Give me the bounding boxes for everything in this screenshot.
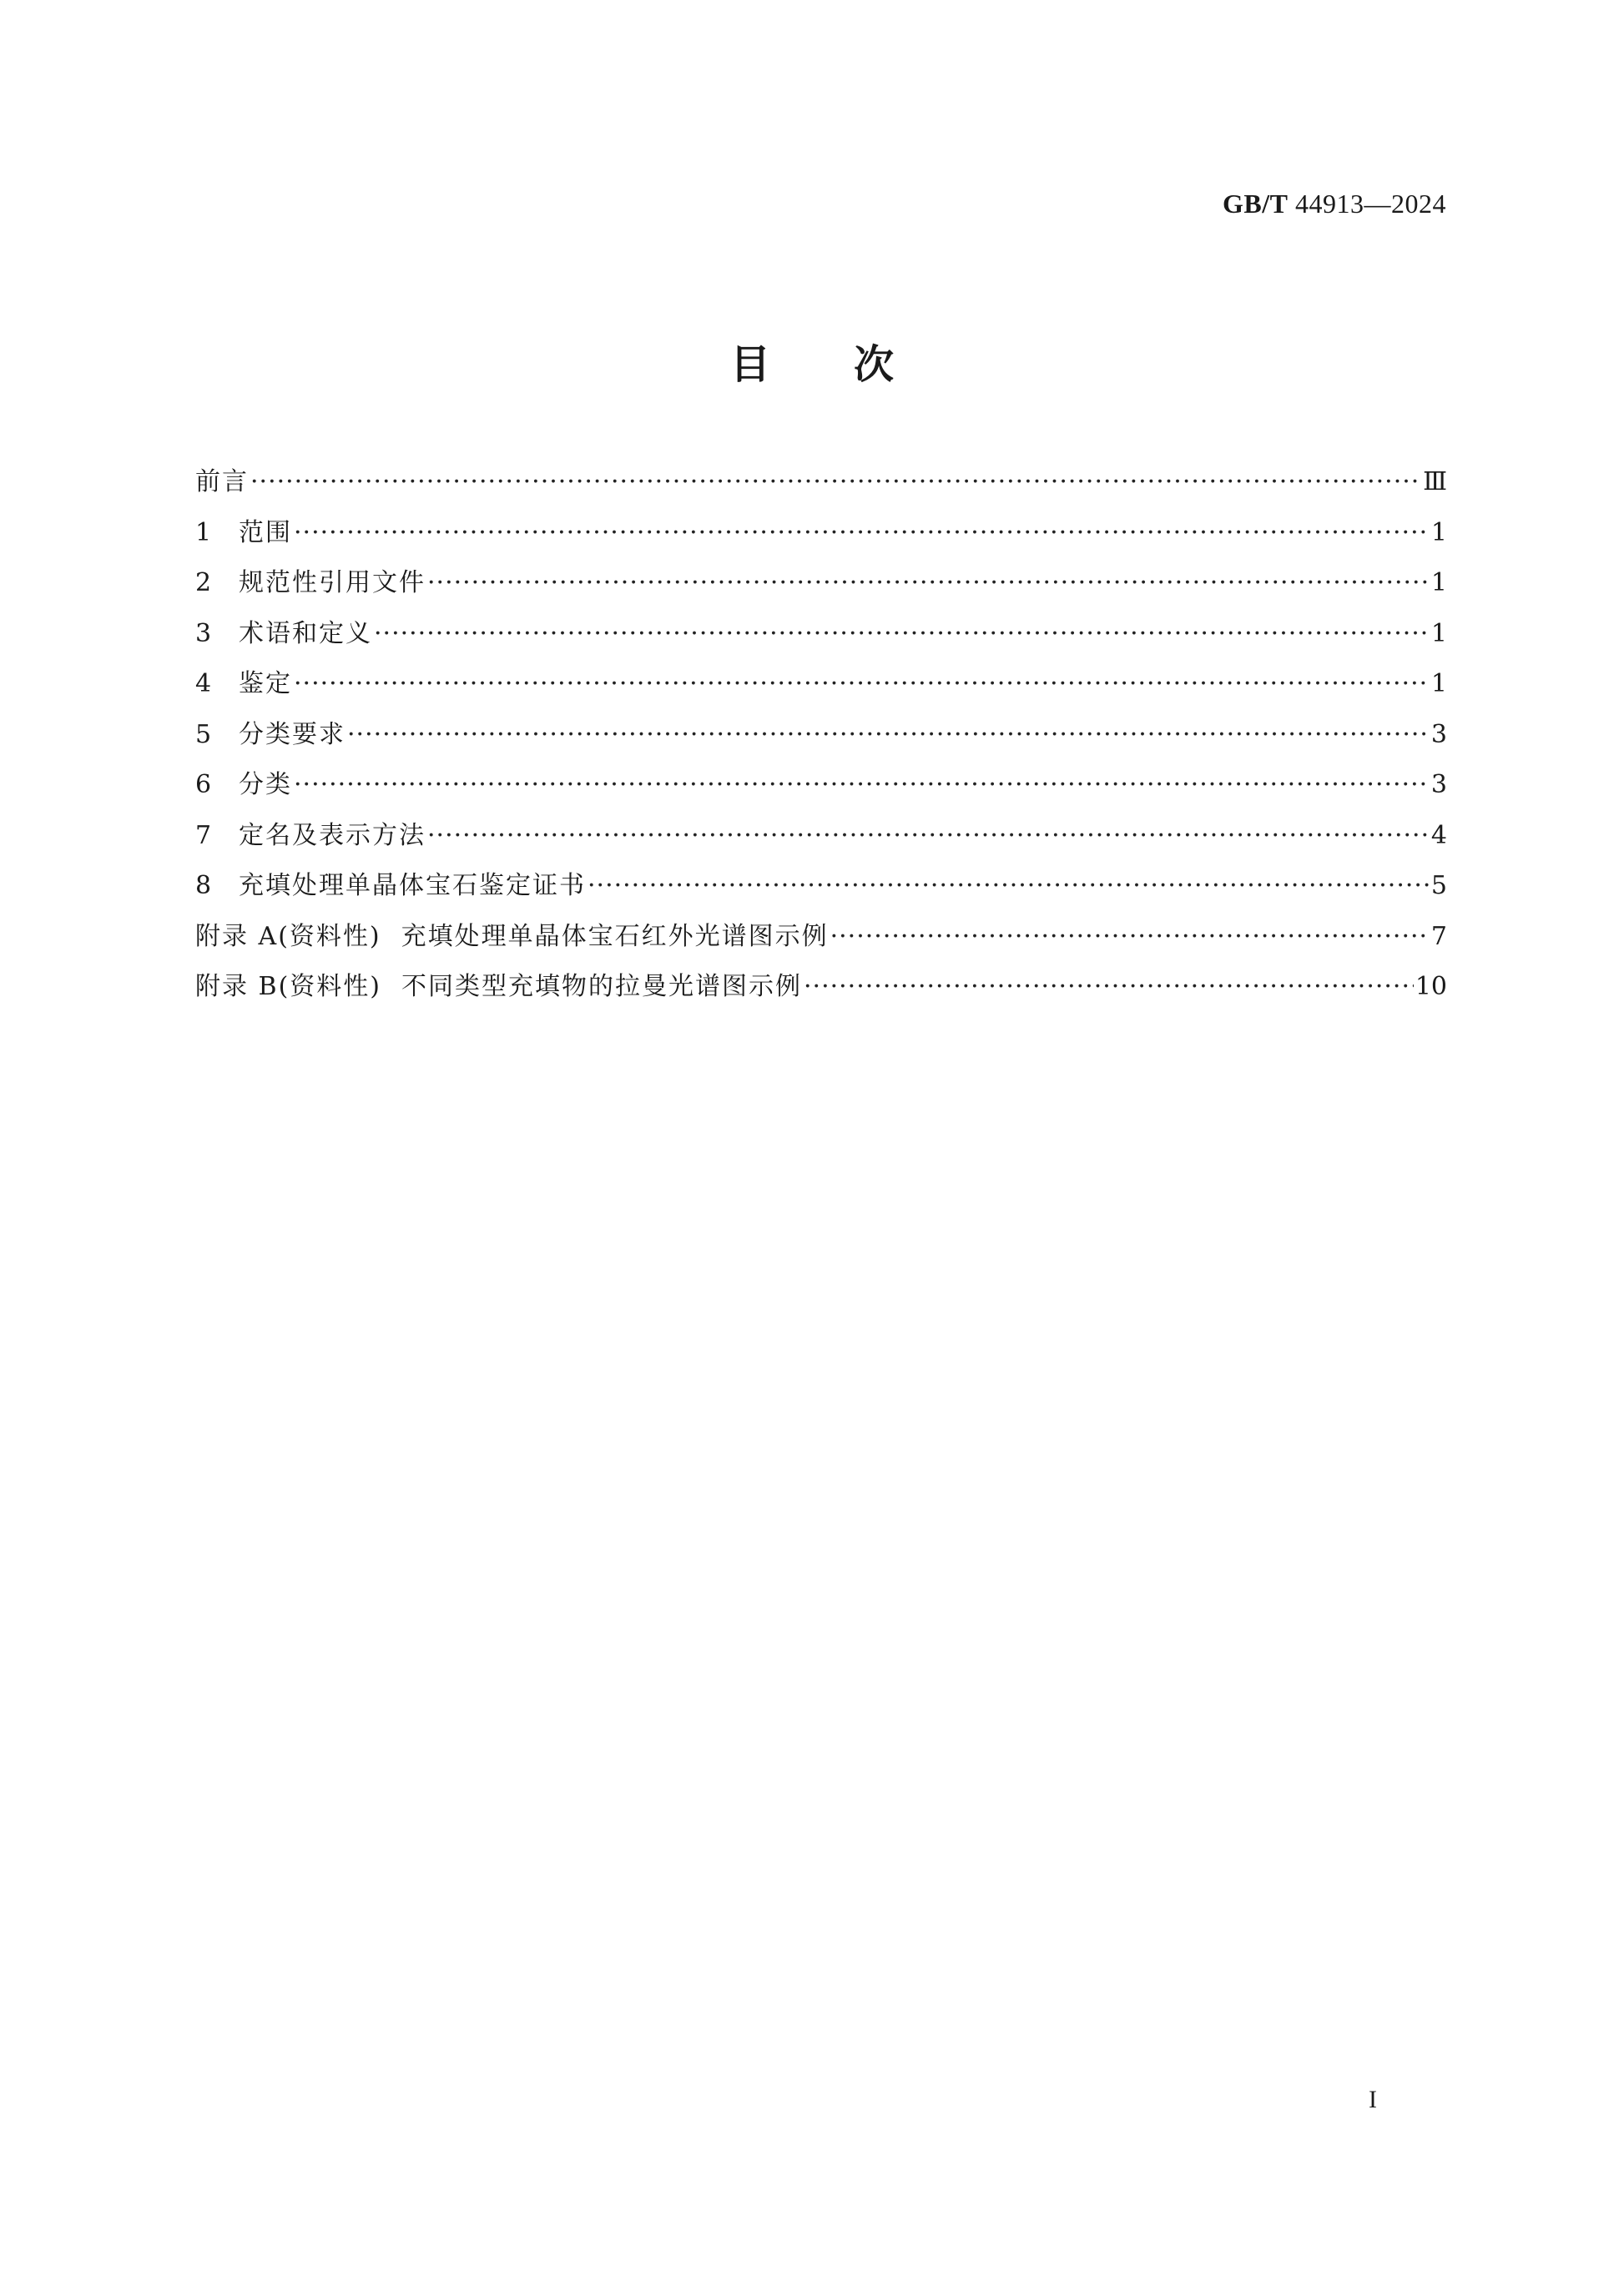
toc-entry-page: 1: [1430, 568, 1447, 597]
toc-entry-classification-requirements[interactable]: [195, 717, 1447, 768]
appendix-label: 附录 A(资料性): [195, 921, 381, 951]
toc-leader-dots: [804, 969, 1414, 1005]
toc-entry-label: [195, 919, 829, 955]
toc-entry-number: 1: [195, 517, 212, 547]
toc-entry-label: 鉴定: [239, 669, 292, 698]
toc-entry-label: 定名及表示方法: [239, 820, 426, 850]
toc-entry-number: 6: [195, 770, 212, 799]
toc-leader-dots: [588, 868, 1430, 904]
toc-entry-naming-method[interactable]: [195, 818, 1447, 869]
toc-entry-page: 3: [1430, 770, 1447, 799]
toc-leader-dots: [294, 515, 1430, 551]
toc-leader-dots: [830, 919, 1430, 955]
page-title: 目次: [729, 341, 977, 388]
toc-leader-dots: [427, 565, 1430, 602]
toc-entry-appendix-a[interactable]: [195, 919, 1447, 969]
toc-entry-label: 分类要求: [239, 719, 345, 749]
toc-entry-number: 2: [195, 568, 212, 597]
toc-entry-number: 8: [195, 871, 212, 900]
toc-entry-appendix-b[interactable]: [195, 969, 1447, 1020]
toc-entry-label: 范围: [239, 517, 292, 547]
toc-entry-certificate[interactable]: [195, 868, 1447, 919]
table-of-contents: [195, 464, 1447, 1020]
toc-entry-classification[interactable]: [195, 767, 1447, 818]
toc-entry-page: 10: [1415, 972, 1447, 1001]
toc-entry-label: 术语和定义: [239, 618, 372, 648]
toc-entry-page: 1: [1430, 618, 1447, 648]
toc-entry-normative-references[interactable]: [195, 565, 1447, 616]
toc-entry-label: 充填处理单晶体宝石鉴定证书: [239, 871, 586, 900]
toc-entry-page: 1: [1430, 669, 1447, 698]
toc-entry-page: 7: [1430, 921, 1447, 951]
toc-leader-dots: [347, 717, 1430, 753]
toc-entry-page: 1: [1430, 517, 1447, 547]
toc-leader-dots: [294, 666, 1430, 702]
toc-entry-scope[interactable]: [195, 515, 1447, 566]
page-number: I: [1369, 2086, 1377, 2113]
toc-entry-page: 5: [1430, 871, 1447, 900]
toc-entry-label: 分类: [239, 770, 292, 799]
standard-code: [1223, 189, 1446, 219]
toc-entry-label: [195, 969, 802, 1005]
toc-entry-page: Ⅲ: [1423, 467, 1447, 496]
toc-entry-page: 3: [1430, 719, 1447, 749]
appendix-title: 不同类型充填物的拉曼光谱图示例: [401, 972, 802, 1001]
appendix-title: 充填处理单晶体宝石红外光谱图示例: [401, 921, 829, 951]
toc-entry-number: 5: [195, 719, 212, 749]
toc-entry-label: 前言: [195, 467, 249, 496]
toc-leader-dots: [250, 464, 1421, 501]
appendix-label: 附录 B(资料性): [195, 972, 381, 1001]
toc-leader-dots: [374, 616, 1430, 652]
toc-entry-number: 7: [195, 820, 212, 850]
toc-leader-dots: [294, 767, 1430, 803]
standard-prefix: GB/T: [1223, 189, 1289, 219]
toc-entry-foreword[interactable]: [195, 464, 1447, 515]
toc-entry-page: 4: [1430, 820, 1447, 850]
toc-entry-label: 规范性引用文件: [239, 568, 426, 597]
toc-entry-number: 4: [195, 669, 212, 698]
toc-leader-dots: [427, 818, 1430, 854]
toc-entry-terms-definitions[interactable]: [195, 616, 1447, 667]
standard-number: 44913—2024: [1288, 189, 1446, 219]
toc-entry-number: 3: [195, 618, 212, 648]
toc-entry-identification[interactable]: [195, 666, 1447, 717]
